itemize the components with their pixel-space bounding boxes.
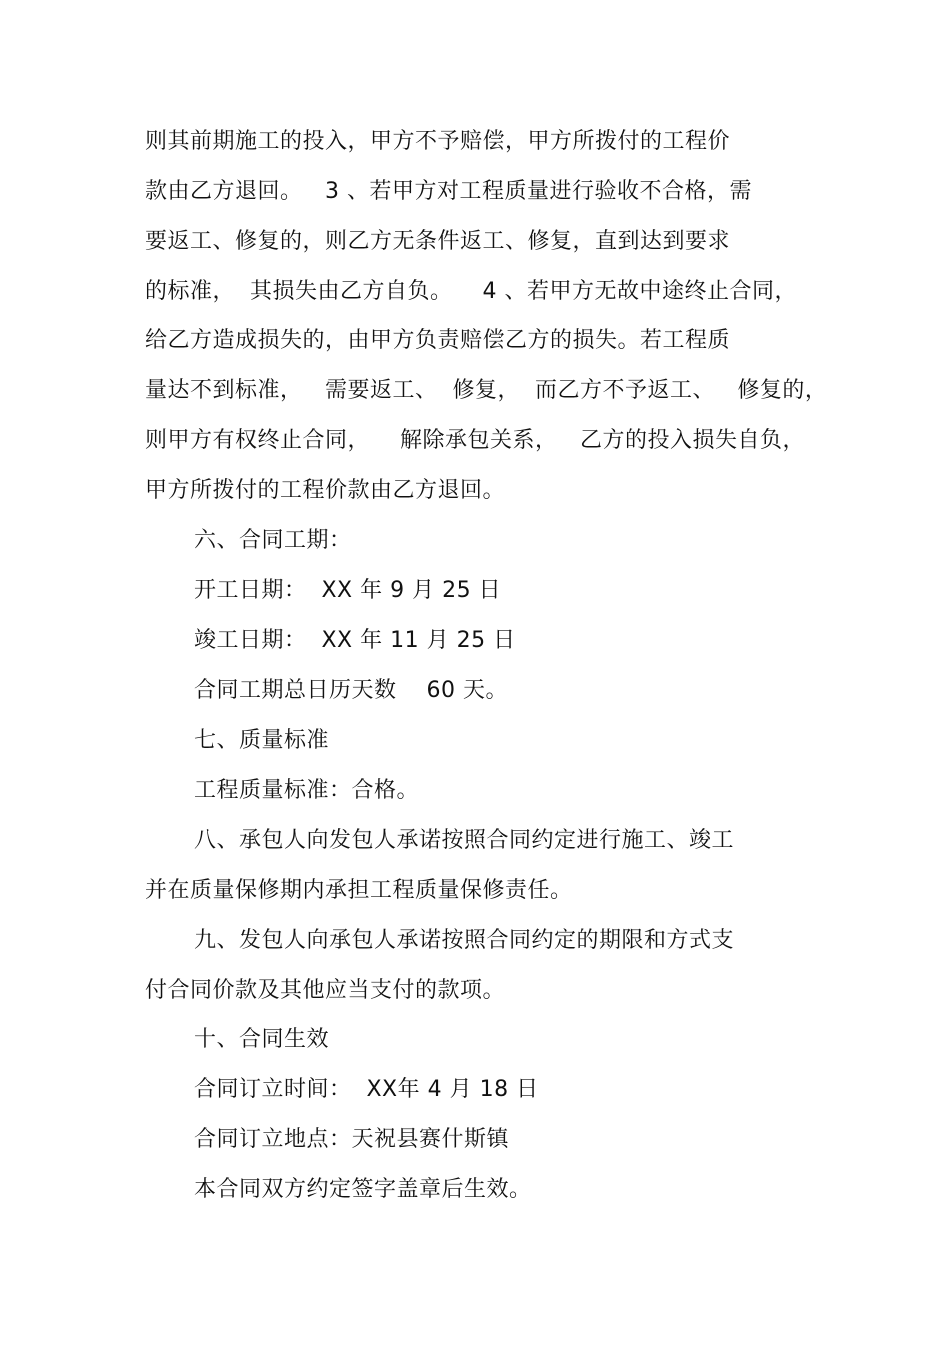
clause-line: 八、承包人向发包人承诺按照合同约定进行施工、竣工 [194, 828, 735, 853]
body-line: 的标准， 其损失由乙方自负。 4 、若甲方无故中途终止合同， [145, 279, 797, 304]
section-heading: 十、合同生效 [194, 1027, 330, 1052]
section-heading: 六、合同工期： [194, 528, 352, 553]
signing-time-line: 合同订立时间： XX年 4 月 18 日 [194, 1077, 539, 1102]
body-line: 则甲方有权终止合同， 解除承包关系， 乙方的投入损失自负， [145, 428, 805, 453]
body-line: 甲方所拨付的工程价款由乙方退回。 [145, 478, 506, 503]
clause-line: 九、发包人向承包人承诺按照合同约定的期限和方式支 [194, 928, 735, 953]
effect-line: 本合同双方约定签字盖章后生效。 [194, 1177, 532, 1202]
body-line: 款由乙方退回。 3 、若甲方对工程质量进行验收不合格，需 [145, 179, 752, 204]
completion-date-line: 竣工日期： XX 年 11 月 25 日 [194, 628, 516, 653]
start-date-line: 开工日期： XX 年 9 月 25 日 [194, 578, 502, 603]
total-days-line: 合同工期总日历天数 60 天。 [194, 678, 508, 703]
clause-line: 付合同价款及其他应当支付的款项。 [145, 978, 506, 1003]
signing-place-line: 合同订立地点：天祝县赛什斯镇 [194, 1127, 510, 1152]
clause-line: 并在质量保修期内承担工程质量保修责任。 [145, 878, 573, 903]
body-line: 要返工、修复的，则乙方无条件返工、修复，直到达到要求 [145, 229, 731, 254]
body-line: 给乙方造成损失的，由甲方负责赔偿乙方的损失。若工程质 [145, 328, 731, 353]
body-line: 则其前期施工的投入，甲方不予赔偿，甲方所拨付的工程价 [145, 129, 731, 154]
quality-standard-line: 工程质量标准：合格。 [194, 778, 420, 803]
body-line: 量达不到标准， 需要返工、 修复， 而乙方不予返工、 修复的， [145, 378, 828, 403]
section-heading: 七、质量标准 [194, 728, 330, 753]
